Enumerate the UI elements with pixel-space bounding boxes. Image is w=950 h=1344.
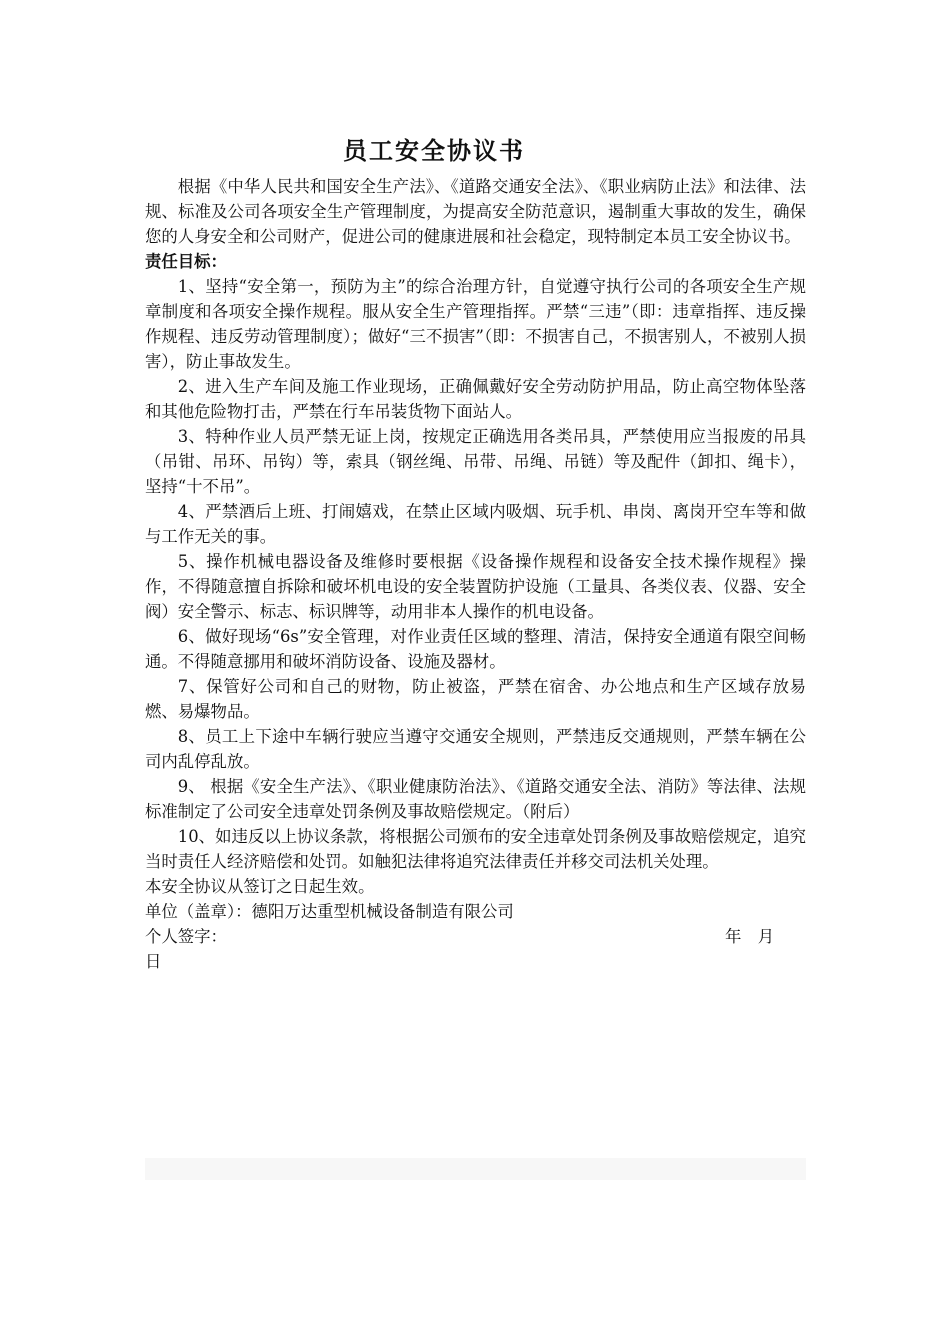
effective-statement: 本安全协议从签订之日起生效。: [145, 877, 375, 896]
clause-item: 8、员工上下途中车辆行驶应当遵守交通安全规则，严禁违反交通规则，严禁车辆在公司内乱停乱放。: [145, 727, 806, 771]
clause-item: 9、 根据《安全生产法》、《职业健康防治法》、《道路交通安全法、消防》等法律、法规标准制定了公司安全违章处罚条例及事故赔偿规定。（附后）: [145, 777, 806, 821]
clause-item: 5、操作机械电器设备及维修时要根据《设备操作规程和设备安全技术操作规程》操作，不得随意擅自拆除和破坏机电设的安全装置防护设施（工量具、各类仪表、仪器、安全阀）安全警示、标志、标识牌等，动用非本人操作的机电设备。: [145, 552, 806, 621]
footer-band: [145, 1158, 806, 1180]
date-day: 日: [145, 952, 162, 971]
clause-item: 6、做好现场“6s”安全管理，对作业责任区域的整理、清洁，保持安全通道有限空间畅通。不得随意挪用和破坏消防设备、设施及器材。: [145, 627, 806, 671]
date-year-month: 年 月: [725, 927, 775, 946]
clause-item: 3、特种作业人员严禁无证上岗，按规定正确选用各类吊具，严禁使用应当报废的吊具（吊钳、吊环、吊钩）等，索具（钢丝绳、吊带、吊绳、吊链）等及配件（卸扣、绳卡），坚持“十不吊”。: [145, 427, 806, 496]
clause-item: 4、严禁酒后上班、打闹嬉戏，在禁止区域内吸烟、玩手机、串岗、离岗开空车等和做与工作无关的事。: [145, 502, 806, 546]
signature-label: 个人签字：: [145, 927, 227, 946]
clause-item: 2、进入生产车间及施工作业现场，正确佩戴好安全劳动防护用品，防止高空物体坠落和其他危险物打击，严禁在行车吊装货物下面站人。: [145, 377, 806, 421]
clause-item: 1、坚持“安全第一，预防为主”的综合治理方针，自觉遵守执行公司的各项安全生产规章制度和各项安全操作规程。服从安全生产管理指挥。严禁“三违”（即：违章指挥、违反操作规程、违反劳动管理制度）；做好“三不损害”（即：不损害自己，不损害别人，不被别人损害），防止事故发生。: [145, 277, 806, 371]
section-heading: 责任目标：: [145, 252, 227, 271]
signature-row: [145, 924, 806, 949]
clause-item: 10、如违反以上协议条款，将根据公司颁布的安全违章处罚条例及事故赔偿规定，追究当时责任人经济赔偿和处罚。如触犯法律将追究法律责任并移交司法机关处理。: [145, 827, 806, 871]
clause-item: 7、保管好公司和自己的财物，防止被盗，严禁在宿舍、办公地点和生产区域存放易燃、易爆物品。: [145, 677, 806, 721]
document-title: 员工安全协议书: [343, 136, 525, 165]
document-body: [145, 174, 806, 974]
unit-stamp-line: 单位（盖章）：德阳万达重型机械设备制造有限公司: [145, 902, 514, 921]
intro-paragraph: 根据《中华人民共和国安全生产法》、《道路交通安全法》、《职业病防止法》和法律、法规、标准及公司各项安全生产管理制度，为提高安全防范意识，遏制重大事故的发生，确保您的人身安全和公司财产，促进公司的健康进展和社会稳定，现特制定本员工安全协议书。: [145, 177, 806, 246]
